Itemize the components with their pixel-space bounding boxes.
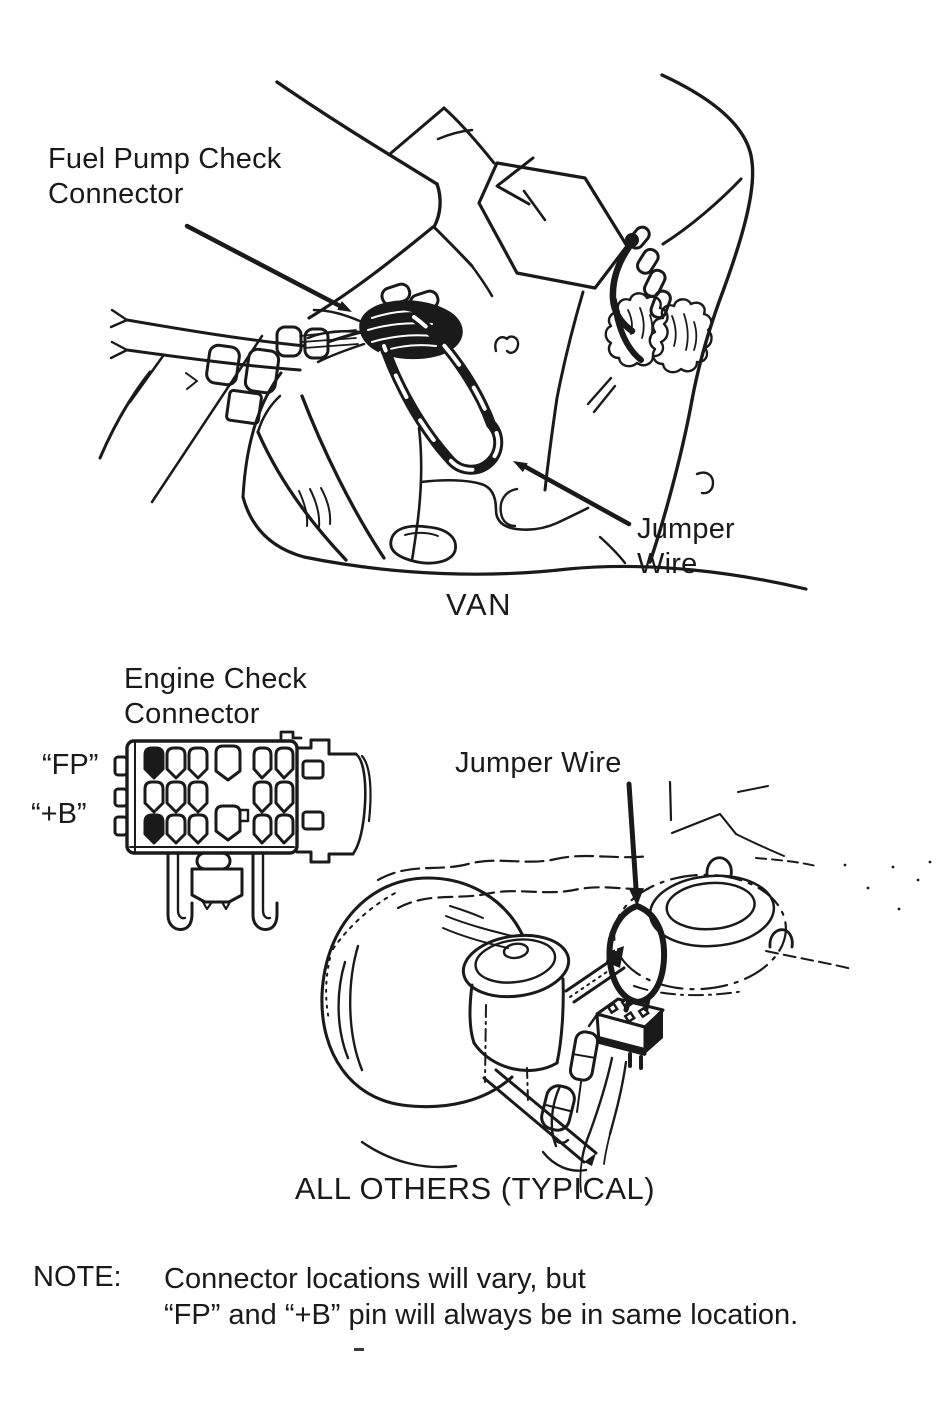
van-caption: VAN: [446, 587, 512, 622]
typical-engine-illustration: [322, 782, 931, 1192]
fp-pin: [145, 748, 163, 778]
scan-artifact-dash: [354, 1348, 364, 1351]
note-label: NOTE:: [33, 1261, 122, 1293]
engine-check-connector-label-line1: Engine Check: [124, 663, 307, 695]
fuel-pump-connector-label-line2: Connector: [48, 178, 184, 210]
note-text-line2: “FP” and “+B” pin will always be in same location.: [164, 1299, 799, 1331]
engine-check-connector-diagram: [115, 732, 371, 929]
jumper-wire-arrow-others: [629, 784, 644, 906]
jumper-wire-arrow-van: [513, 461, 629, 524]
note-text-line1: Connector locations will vary, but: [164, 1263, 586, 1295]
jumper-wire-label-van-line2: Wire: [637, 548, 698, 580]
jumper-wire-label-others: Jumper Wire: [455, 747, 622, 779]
jumper-wire-label-van-line1: Jumper: [637, 513, 735, 545]
plus-b-pin-label: “+B”: [31, 798, 87, 830]
fuel-pump-connector-label: [48, 142, 282, 212]
note-text: [164, 1261, 798, 1333]
engine-check-connector-label: [124, 662, 307, 732]
engine-check-connector-label-line2: Connector: [124, 698, 260, 730]
fuel-pump-connector-arrow: [187, 226, 352, 312]
all-others-caption: ALL OTHERS (TYPICAL): [294, 1171, 656, 1206]
plus-b-pin: [145, 815, 163, 843]
fuel-pump-connector-label-line1: Fuel Pump Check: [48, 143, 282, 175]
fp-pin-label: “FP”: [42, 749, 99, 781]
jumper-wire-label-van: [637, 512, 735, 582]
